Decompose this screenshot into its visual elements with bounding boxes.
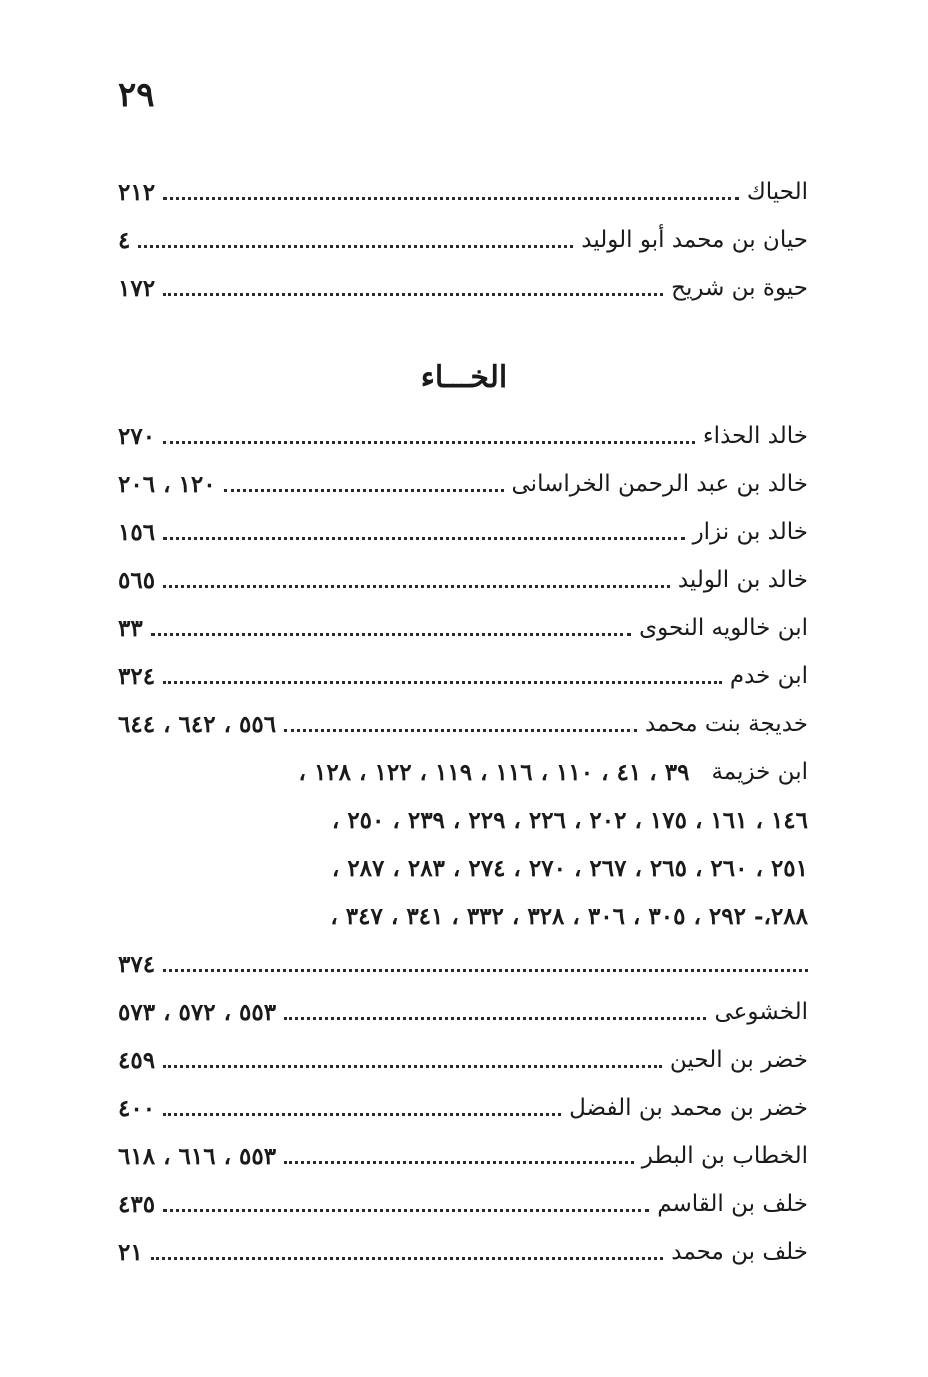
index-list-top xyxy=(118,168,808,312)
leader-dots xyxy=(138,245,573,248)
leader-dots xyxy=(284,1161,634,1164)
leader-dots xyxy=(163,681,722,684)
entry-pages: ٥٥٣ ، ٦١٦ ، ٦١٨ xyxy=(118,1142,277,1170)
index-entry xyxy=(118,412,808,460)
entry-name: خالد بن عبد الرحمن الخراسانى xyxy=(511,471,808,497)
index-entry xyxy=(118,1180,808,1228)
entry-name: خالد بن نزار xyxy=(692,519,808,545)
page-number: ٢٩ xyxy=(118,75,155,115)
entry-name: ابن خزيمة xyxy=(711,759,808,785)
entry-name: الخشوعى xyxy=(714,999,808,1025)
entry-pages: ١٧٢ xyxy=(118,274,156,302)
entry-pages: ٢٨٨،- ٢٩٢ ، ٣٠٥ ، ٣٠٦ ، ٣٢٨ ، ٣٣٢ ، ٣٤١ ، ٣٤٧ ، xyxy=(330,902,808,930)
entry-pages: ٤ xyxy=(118,226,131,254)
index-entry xyxy=(118,604,808,652)
leader-dots xyxy=(163,441,695,444)
index-entry xyxy=(118,748,808,796)
leader-dots xyxy=(163,969,808,972)
entry-name: خلف بن القاسم xyxy=(657,1191,808,1217)
index-entry xyxy=(118,1084,808,1132)
entry-pages: ٢١٢ xyxy=(118,178,156,206)
index-entry-continuation xyxy=(118,892,808,940)
entry-pages: ٢١ xyxy=(118,1238,143,1266)
index-entry-continuation xyxy=(118,796,808,844)
entry-pages: ٣٩ ، ٤١ ، ١١٠ ، ١١٦ ، ١١٩ ، ١٢٢ ، ١٢٨ ، xyxy=(298,758,690,786)
index-entry xyxy=(118,1132,808,1180)
entry-name: خديجة بنت محمد xyxy=(645,711,808,737)
entry-pages: ٤٣٥ xyxy=(118,1190,156,1218)
leader-dots xyxy=(163,1065,662,1068)
index-entry xyxy=(118,1036,808,1084)
leader-dots xyxy=(163,1113,561,1116)
leader-dots xyxy=(163,1209,649,1212)
section-heading: الخـــاء xyxy=(420,360,508,395)
entry-name: حيان بن محمد أبو الوليد xyxy=(581,227,808,253)
index-entry-continuation xyxy=(118,844,808,892)
index-entry xyxy=(118,168,808,216)
entry-pages: ٤٠٠ xyxy=(118,1094,156,1122)
index-entry xyxy=(118,216,808,264)
leader-dots xyxy=(284,1017,706,1020)
index-entry xyxy=(118,700,808,748)
entry-pages: ١٥٦ xyxy=(118,518,156,546)
entry-name: ابن خالويه النحوى xyxy=(639,615,808,641)
entry-pages: ٣٢٤ xyxy=(118,662,156,690)
leader-dots xyxy=(163,293,663,296)
entry-pages: ٥٦٥ xyxy=(118,566,156,594)
index-entry xyxy=(118,264,808,312)
index-entry xyxy=(118,652,808,700)
index-entry xyxy=(118,1228,808,1276)
entry-pages: ٣٣ xyxy=(118,614,143,642)
leader-dots xyxy=(163,585,670,588)
entry-name: خضر بن محمد بن الفضل xyxy=(569,1095,808,1121)
leader-dots xyxy=(224,489,504,492)
entry-pages: ٤٥٩ xyxy=(118,1046,156,1074)
entry-pages: ١٢٠ ، ٢٠٦ xyxy=(118,470,216,498)
leader-dots xyxy=(151,633,631,636)
leader-dots xyxy=(163,197,739,200)
entry-name: الحياك xyxy=(746,179,808,205)
entry-name: خضر بن الحين xyxy=(669,1047,808,1073)
index-entry xyxy=(118,460,808,508)
entry-name: خالد الحذاء xyxy=(702,423,808,449)
entry-pages: ٥٥٦ ، ٦٤٢ ، ٦٤٤ xyxy=(118,710,277,738)
entry-name: خلف بن محمد xyxy=(671,1239,808,1265)
entry-pages: ٣٧٤ xyxy=(118,950,156,978)
leader-dots xyxy=(163,537,685,540)
leader-dots xyxy=(151,1257,664,1260)
index-list-main xyxy=(118,412,808,1276)
entry-name: خالد بن الوليد xyxy=(677,567,808,593)
entry-pages: ٢٥١ ، ٢٦٠ ، ٢٦٥ ، ٢٦٧ ، ٢٧٠ ، ٢٧٤ ، ٢٨٣ ، ٢٨٧ ، xyxy=(331,854,808,882)
index-entry-continuation xyxy=(118,940,808,988)
entry-pages: ١٤٦ ، ١٦١ ، ١٧٥ ، ٢٠٢ ، ٢٢٦ ، ٢٢٩ ، ٢٣٩ ، ٢٥٠ ، xyxy=(331,806,808,834)
entry-pages: ٥٥٣ ، ٥٧٢ ، ٥٧٣ xyxy=(118,998,277,1026)
entry-name: الخطاب بن البطر xyxy=(641,1143,808,1169)
entry-name: ابن خدم xyxy=(729,663,808,689)
index-entry xyxy=(118,508,808,556)
entry-name: حيوة بن شريح xyxy=(671,275,808,301)
index-entry xyxy=(118,988,808,1036)
leader-dots xyxy=(284,729,637,732)
entry-pages: ٢٧٠ xyxy=(118,422,156,450)
index-entry xyxy=(118,556,808,604)
